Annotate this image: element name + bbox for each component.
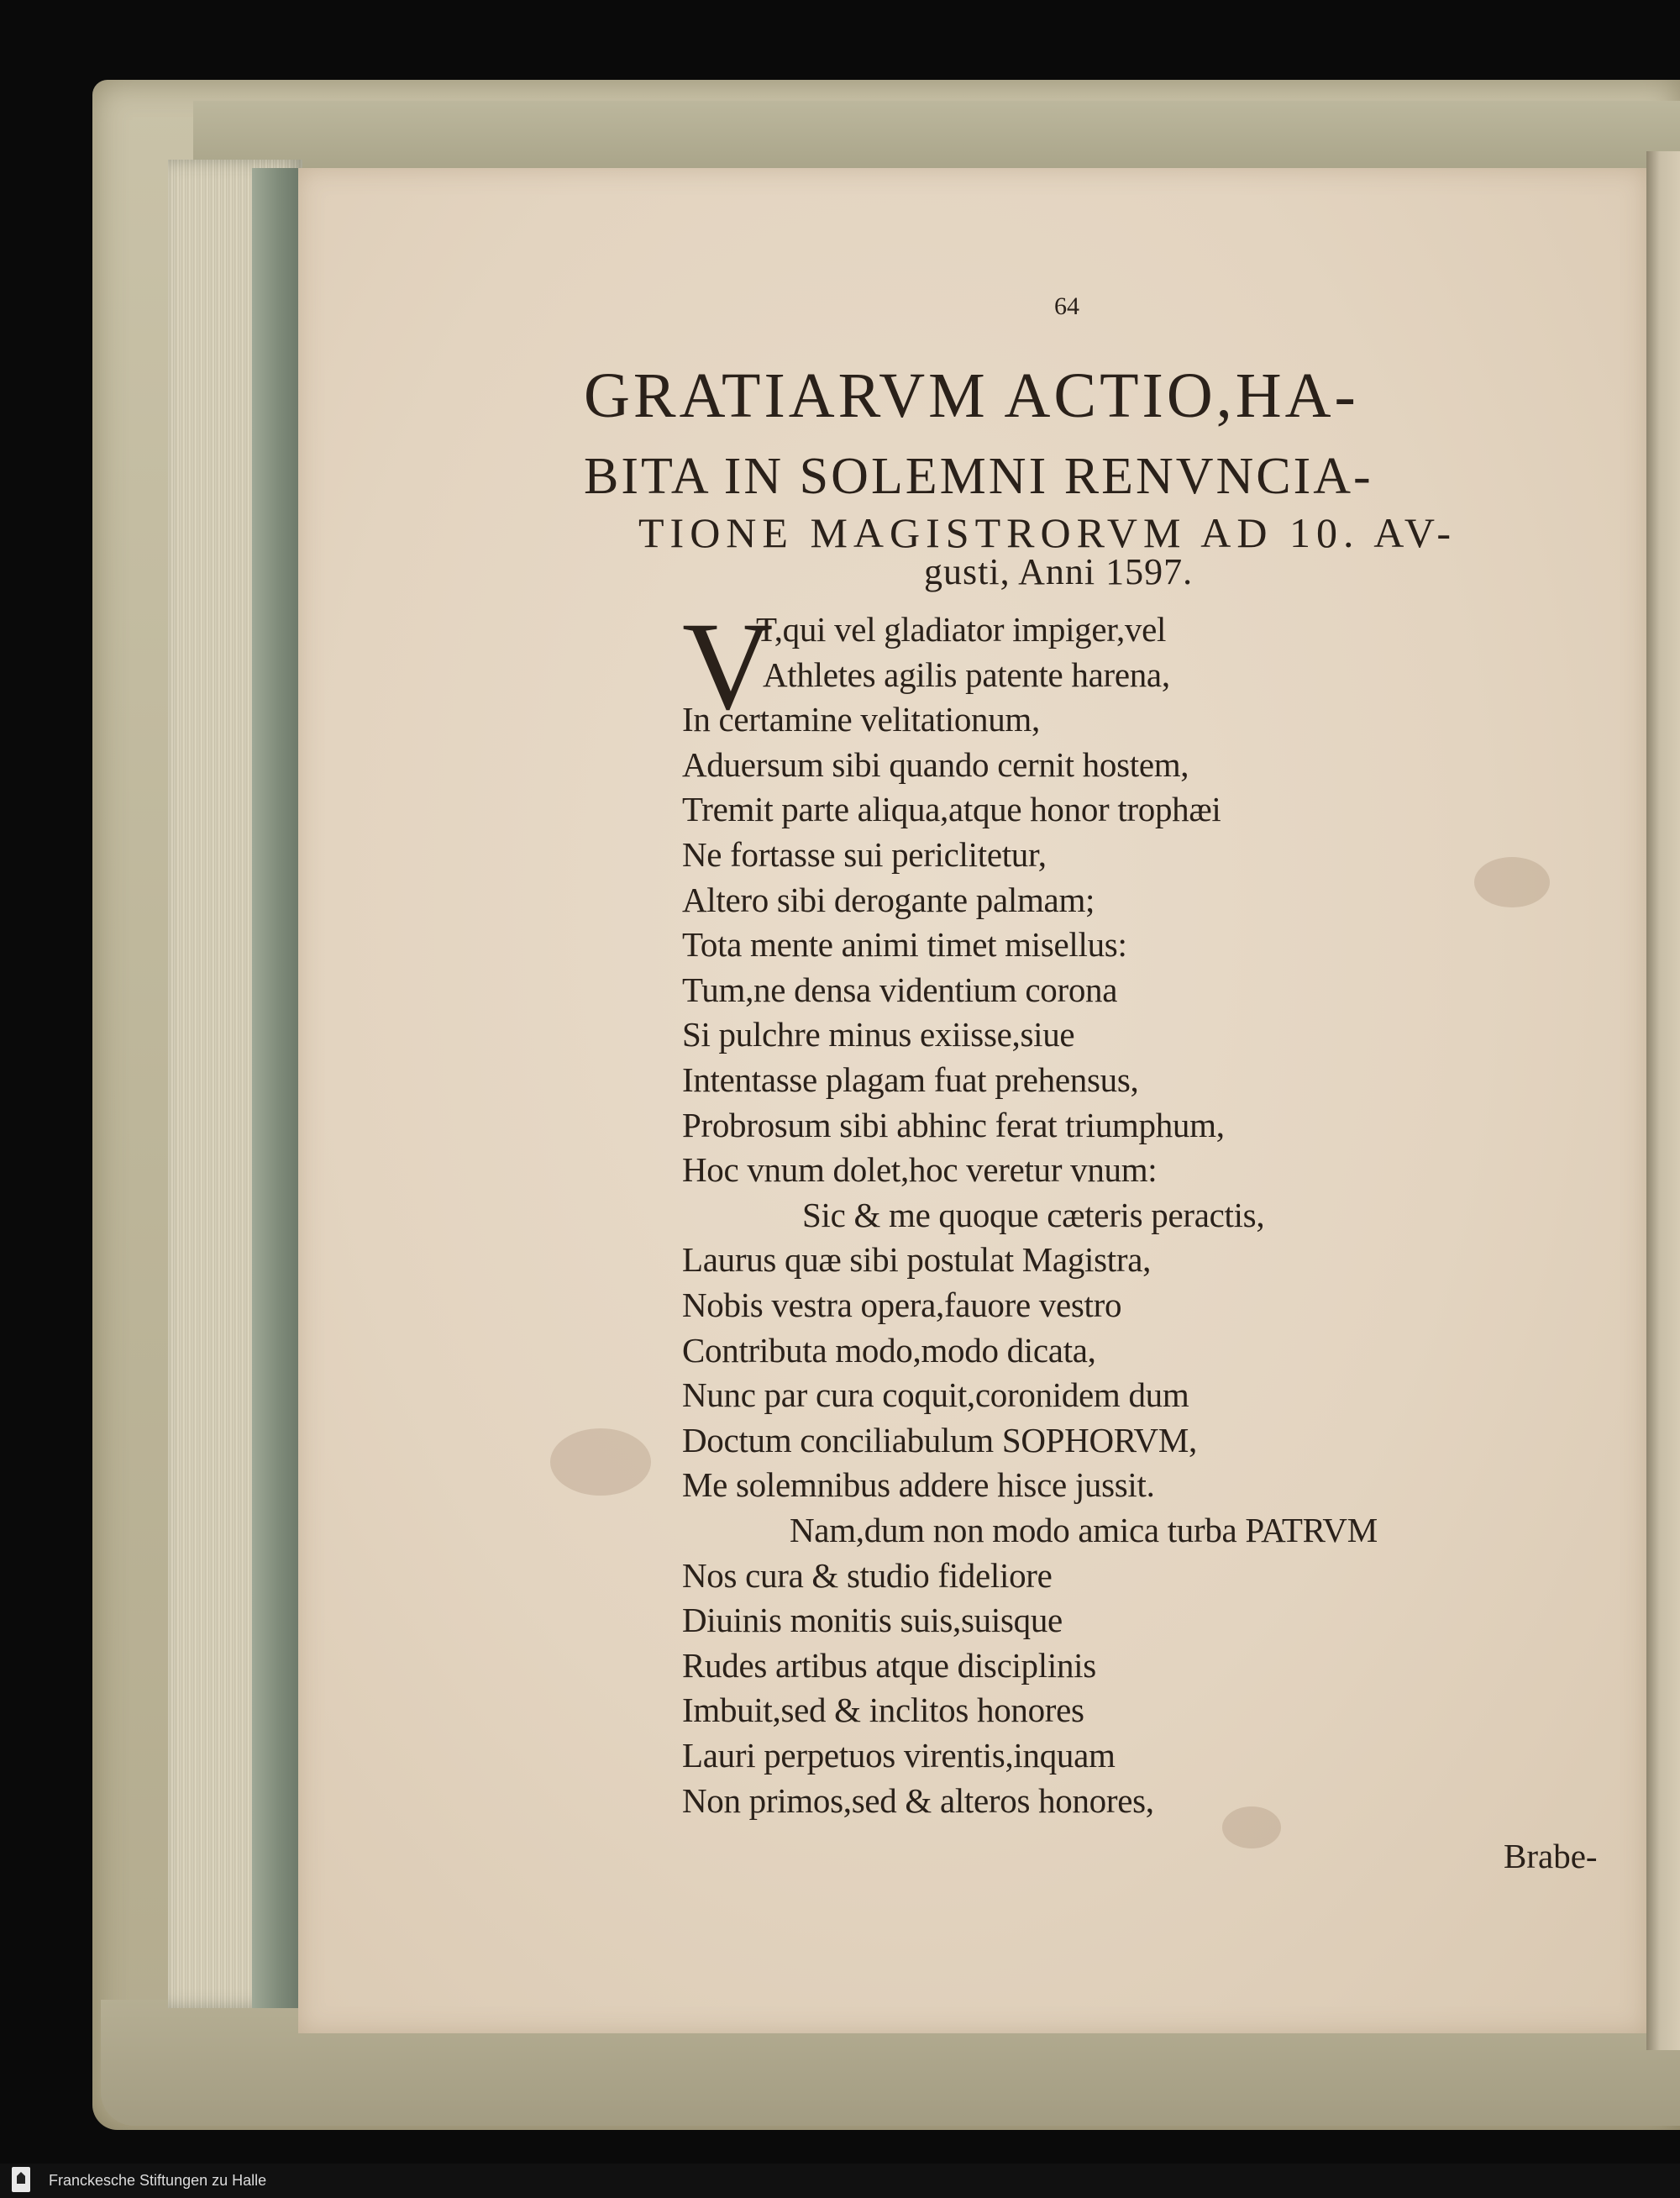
- poem-line: Aduersum sibi quando cernit hostem,: [682, 744, 1189, 784]
- poem-line: Ne fortasse sui periclitetur,: [682, 835, 1047, 874]
- poem-line: Athletes agilis patente harena,: [763, 655, 1170, 694]
- poem-line: Nunc par cura coquit,coronidem dum: [682, 1375, 1189, 1415]
- francke-foundation-logo-icon: [12, 2167, 30, 2192]
- paper-stain: [1222, 1806, 1281, 1848]
- poem-line: Si pulchre minus exiisse,siue: [682, 1015, 1075, 1054]
- title-line-2: BITA IN SOLEMNI RENVNCIA-: [584, 448, 1373, 505]
- drop-cap: V: [682, 597, 774, 736]
- poem-line: Imbuit,sed & inclitos honores: [682, 1691, 1084, 1730]
- poem-line: In certamine velitationum,: [682, 700, 1040, 739]
- poem-line: Tremit parte aliqua,atque honor trophæi: [682, 790, 1221, 829]
- page-number: 64: [1054, 292, 1079, 320]
- poem-line: Intentasse plagam fuat prehensus,: [682, 1060, 1139, 1099]
- footer-bar: [0, 2164, 1680, 2198]
- cover-top-edge: [193, 101, 1680, 168]
- footer-text: Franckesche Stiftungen zu Halle: [49, 2172, 267, 2189]
- paper-stain: [1474, 857, 1550, 907]
- paper-stain: [550, 1428, 651, 1496]
- page-edges-tinted: [252, 168, 298, 2008]
- poem-line: Me solemnibus addere hisce jussit.: [682, 1465, 1155, 1505]
- title-line-4: gusti, Anni 1597.: [924, 551, 1194, 592]
- title-line-3: TIONE MAGISTRORVM AD 10. AV-: [638, 509, 1457, 556]
- poem-line: Rudes artibus atque disciplinis: [682, 1645, 1096, 1685]
- poem-line: Lauri perpetuos virentis,inquam: [682, 1736, 1116, 1775]
- poem-line: Doctum conciliabulum SOPHORVM,: [682, 1420, 1197, 1459]
- poem-line: Laurus quæ sibi postulat Magistra,: [682, 1240, 1152, 1280]
- poem-line: Hoc vnum dolet,hoc veretur vnum:: [682, 1150, 1158, 1190]
- poem-line: Non primos,sed & alteros honores,: [682, 1780, 1154, 1820]
- poem-line: Contributa modo,modo dicata,: [682, 1330, 1096, 1370]
- poem-line: Diuinis monitis suis,suisque: [682, 1601, 1063, 1640]
- poem-line: Nos cura & studio fideliore: [682, 1555, 1053, 1595]
- poem-line: Nobis vestra opera,fauore vestro: [682, 1286, 1122, 1324]
- poem-line: Sic & me quoque cæteris peractis,: [802, 1195, 1265, 1234]
- facing-page-sliver: [1646, 151, 1680, 2050]
- poem-line: Tum,ne densa videntium corona: [682, 970, 1118, 1009]
- poem-line: Altero sibi derogante palmam;: [682, 880, 1095, 919]
- title-line-1: GRATIARVM ACTIO,HA-: [584, 360, 1359, 431]
- poem-line: Nam,dum non modo amica turba PATRVM: [790, 1511, 1378, 1549]
- poem-line: Probrosum sibi abhinc ferat triumphum,: [682, 1105, 1225, 1144]
- poem-line: T,qui vel gladiator impiger,vel: [756, 610, 1167, 649]
- poem-line: Tota mente animi timet misellus:: [682, 925, 1127, 965]
- catchword: Brabe-: [1504, 1837, 1598, 1875]
